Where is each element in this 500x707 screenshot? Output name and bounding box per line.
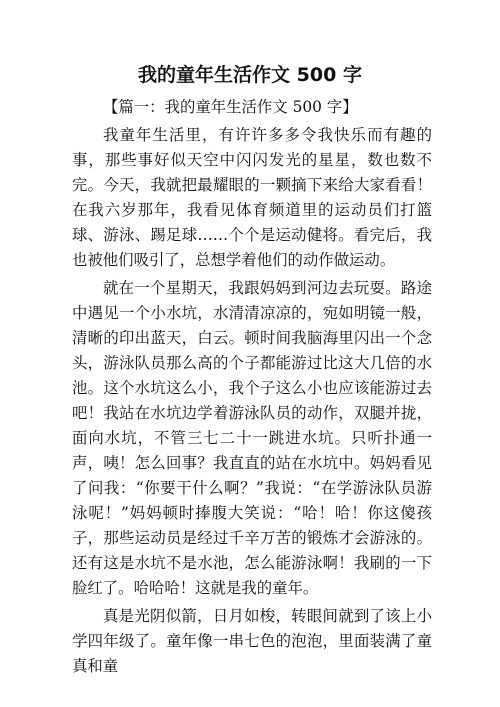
paragraph: 就在一个星期天，我跟妈妈到河边去玩耍。路途中遇见一个小水坑，水清清凉凉的，宛如明镜一般，清晰的印出蓝天，白云。顿时间我脑海里闪出一个念头，游泳队员那么高的个子都能游过比这大几倍的水池。这个水坑这么小，我个子这么小也应该能游过去吧！我站在水坑边学着游泳队员的动作，双腿并拢，面向水坑，不管三七二十一跳进水坑。只听扑通一声，咦！怎么回事？我直直的站在水坑中。妈妈看见了问我：“你要干什么啊？”我说：“在学游泳队员游泳呢！”妈妈顿时捧腹大笑说：“哈！哈！你这傻孩子，那些运动员是经过千辛万苦的锻炼才会游泳的。还有这是水坑不是水池，怎么能游泳啊！我刷的一下脸红了。哈哈哈！这就是我的童年。 — [72, 279, 432, 597]
page-title: 我的童年生活作文 500 字 — [138, 64, 362, 86]
section-label: 【篇一：我的童年生活作文 500 字】 — [103, 98, 358, 116]
paragraph: 真是光阴似箭，日月如梭，转眼间就到了该上小学四年级了。童年像一串七色的泡泡，里面装满了童真和童 — [72, 607, 432, 675]
paragraph: 我童年生活里，有许许多多令我快乐而有趣的事，那些事好似天空中闪闪发光的星星，数也数不完。今天，我就把最耀眼的一颗摘下来给大家看看！在我六岁那年，我看见体育频道里的运动员们打篮球、游泳、踢足球……个个是运动健将。看完后，我也被他们吸引了，总想学着他们的动作做运动。 — [72, 126, 432, 269]
document-body — [72, 95, 432, 682]
